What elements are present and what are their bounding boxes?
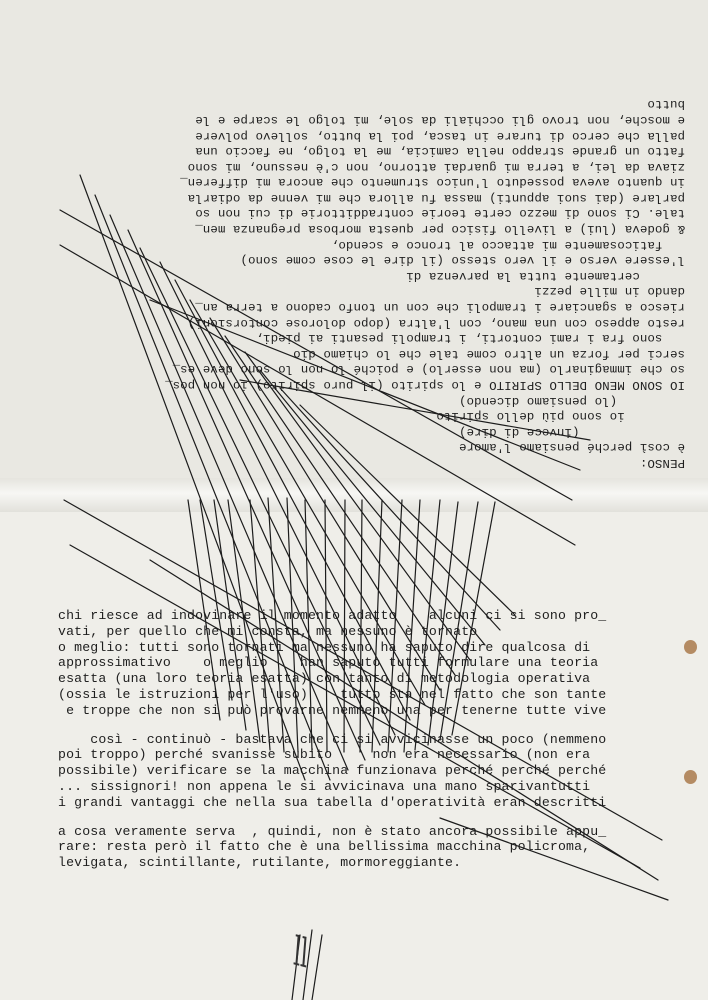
body-line: così - continuò - bastava che ci si avvicinasse un poco (nemmeno bbox=[58, 731, 607, 747]
body-line: vati, per quello che mi consta, ma nessuno è tornato bbox=[58, 623, 478, 639]
upside-line: sono fra i rami contorti, i trampoli pesanti ai piedi, bbox=[255, 331, 685, 346]
upside-line: io sono più dello spirito bbox=[436, 409, 685, 424]
upside-line: resto appeso con una mano, con l'altra (dopo dolorose contorsioni) bbox=[187, 315, 685, 330]
upside-line: parlare (dai suoi appunti) massa fu allora che mi venne da odiarla bbox=[187, 190, 685, 205]
body-line: a cosa veramente serva , quindi, non è stato ancora possibile appu_ bbox=[58, 823, 607, 839]
body-line: poi troppo) perché svanisse subito non era necessario (non era bbox=[58, 747, 591, 763]
upside-line: (lo pensiamo dicendo) bbox=[458, 393, 685, 408]
page-fold bbox=[0, 478, 708, 512]
body-line: esatta (una loro teoria esatta) con tanto di metodologia operativa bbox=[58, 671, 591, 687]
upside-line: butto bbox=[647, 97, 685, 112]
body-line: possibile) verificare se la macchina funzionava perché perché perché bbox=[58, 763, 607, 779]
punch-hole bbox=[684, 770, 697, 784]
body-line: levigata, scintillante, rutilante, mormoreggiante. bbox=[58, 855, 462, 871]
upside-line: l'essere verso e il vero stesso (il dire le cose come sono) bbox=[240, 253, 685, 268]
upside-line: dando in mille pezzi bbox=[534, 284, 685, 299]
upside-line: PENSO: bbox=[639, 456, 685, 470]
upside-line: certamente tutta la parvenza di bbox=[406, 268, 685, 283]
upside-line: in quanto aveva posseduto l'unico strumento che ancora mi differen_ bbox=[180, 175, 685, 190]
upside-down-text-block bbox=[30, 60, 685, 470]
upside-line: & godeva (lui) a livello fisico per questa morbosa pregnanza men_ bbox=[195, 222, 685, 237]
upside-line: serci per forza un altro come tale che lo chiamo dio bbox=[293, 346, 685, 361]
body-line: rare: resta però il fatto che è una bellissima macchina policroma, bbox=[58, 839, 591, 855]
upside-line: è così perché pensiamo l'amore bbox=[458, 440, 685, 455]
upside-line: riesco a sganciare i trampoli che con un tonfo cadono a terra an_ bbox=[195, 300, 685, 315]
stroke-line bbox=[312, 935, 322, 1000]
upside-line: palla che cerco di turare in tasca, poi la butto, sollevo polvere bbox=[195, 128, 685, 143]
upside-line: tale. Ci sono di mezzo certe teorie contraddittorie di cui non so bbox=[195, 206, 685, 221]
body-line: (ossia le istruzioni per l'uso) tutto sta nel fatto che son tante bbox=[58, 686, 607, 702]
upside-line: so che immaginarlo (ma non esserlo) e poiché lo non lo sono deve es_ bbox=[172, 362, 685, 377]
handwritten-mark: ll bbox=[292, 928, 310, 978]
body-line: approssimativo o meglio han saputo tutti formulare una teoria bbox=[58, 655, 599, 671]
upside-line: e mosche, non trovo gli occhiali da sole, mi tolgo le scarpe e le bbox=[195, 112, 685, 127]
body-line: i grandi vantaggi che nella sua tabella d'operatività eran descritti bbox=[58, 794, 607, 810]
body-line: o meglio: tutti sono tornati ma nessuno ha saputo dire qualcosa di bbox=[58, 639, 591, 655]
punch-hole bbox=[684, 640, 697, 654]
body-line: e troppe che non si può provarne nemmeno una per tenerne tutte vive bbox=[58, 702, 607, 718]
upside-line: IO SONO MENO DELLO SPIRITO e lo spirito (il puro spirito) io non pos_ bbox=[165, 378, 685, 393]
upside-line: ziava da lei, a terra mi guardai attorno, non c'è nessuno, mi sono bbox=[187, 159, 685, 174]
body-line: chi riesce ad indovinare il momento adatto alcuni ci si sono pro_ bbox=[58, 608, 607, 623]
upside-line: faticosamente mi attacco al tronco e scendo, bbox=[330, 237, 685, 252]
upside-line: (invece di dire) bbox=[458, 424, 685, 439]
body-line: ... sissignori! non appena le si avvicinava una mano sparivantutti bbox=[58, 778, 591, 794]
typed-body-text bbox=[58, 608, 688, 871]
upside-line: fatto un grande strappo nella camicia, me la tolgo, ne faccio una bbox=[195, 144, 685, 159]
